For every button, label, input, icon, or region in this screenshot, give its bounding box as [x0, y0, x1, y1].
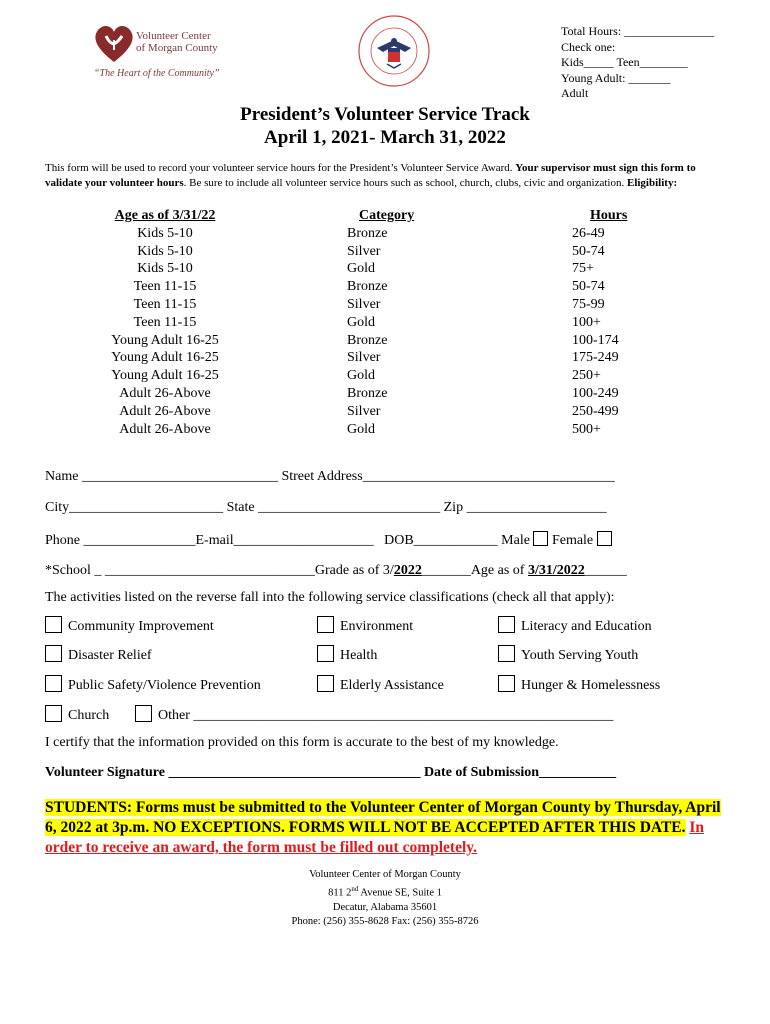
school-field[interactable]: _ ______________________________	[94, 563, 315, 578]
certify-statement: I certify that the information provided on this form is accurate to the best of my knowledge.	[45, 735, 559, 750]
adult-field[interactable]: Adult	[561, 86, 589, 100]
logo-tagline: “The Heart of the Community”	[94, 68, 220, 79]
checkbox[interactable]	[45, 616, 62, 633]
footer-phone: Phone: (256) 355-8628 Fax: (256) 355-8726	[291, 915, 479, 927]
eligibility-age-cell: Young Adult 16-25	[111, 350, 219, 366]
young-adult-field[interactable]: Young Adult: _______	[561, 70, 671, 85]
phone-email-row: Phone ________________E-mail____________________ DOB____________ Male Female	[45, 531, 612, 549]
name-address-row: Name ____________________________ Street Address____________________________________	[45, 469, 615, 484]
eligibility-hours-cell: 100-174	[572, 332, 619, 348]
eligibility-hours-cell: 75+	[572, 261, 594, 277]
eligibility-age-cell: Teen 11-15	[133, 296, 197, 312]
community-improvement-option[interactable]: Community Improvement	[45, 616, 214, 635]
eligibility-hours-column	[572, 207, 662, 438]
footer-address	[0, 868, 770, 929]
church-option[interactable]: Church	[45, 705, 109, 724]
eligibility-hours-cell: 100-249	[572, 385, 619, 401]
kids-teen-field[interactable]: Kids_____ Teen________	[561, 55, 688, 69]
eligibility-hours-cell: 500+	[572, 421, 601, 437]
eligibility-hours-cell: 100+	[572, 314, 601, 330]
page-subtitle: April 1, 2021- March 31, 2022	[264, 127, 506, 148]
eligibility-category-cell: Bronze	[347, 279, 388, 295]
eligibility-category-cell: Bronze	[347, 385, 388, 401]
age-field[interactable]: ______	[584, 563, 627, 578]
eligibility-category-column	[347, 207, 437, 438]
other-field[interactable]: ____________________________________________________________	[193, 708, 614, 723]
footer-org: Volunteer Center of Morgan County	[309, 869, 461, 880]
eligibility-category-cell: Silver	[347, 243, 381, 259]
students-deadline-notice: STUDENTS: Forms must be submitted to the Volunteer Center of Morgan County by Thursday, April 6, 2022 at 3p.m. NO EXCEPTIONS. FORMS WILL NOT BE ACCEPTED AFTER THIS DATE. In order to receive an award, the form must be filled out completely.	[45, 799, 721, 856]
female-checkbox[interactable]	[597, 531, 612, 546]
public-safety-option[interactable]: Public Safety/Violence Prevention	[45, 675, 261, 694]
eligibility-category-cell: Gold	[347, 261, 375, 277]
logo-line1: Volunteer Center	[136, 30, 211, 42]
disaster-relief-option[interactable]: Disaster Relief	[45, 645, 152, 664]
eligibility-age-cell: Adult 26-Above	[119, 385, 211, 401]
eligibility-age-cell: Young Adult 16-25	[111, 368, 219, 384]
age-header: Age as of 3/31/22	[114, 208, 216, 223]
street-address-field[interactable]: ____________________________________	[362, 469, 615, 484]
eligibility-category-cell: Gold	[347, 368, 375, 384]
literacy-education-option[interactable]: Literacy and Education	[498, 616, 652, 635]
zip-field[interactable]: ____________________	[466, 500, 607, 515]
eligibility-age-cell: Young Adult 16-25	[111, 332, 219, 348]
intro-paragraph: This form will be used to record your volunteer service hours for the President’s Volunteer Service Award. Your supervisor must sign this form to validate your volunteer hours. Be sure to include all volunteer service hours such as school, church, clubs, civic and organization. Eligibility:	[45, 162, 696, 189]
eligibility-age-cell: Kids 5-10	[137, 243, 193, 259]
category-header: Category	[359, 208, 415, 223]
youth-serving-youth-option[interactable]: Youth Serving Youth	[498, 645, 638, 664]
checkbox[interactable]	[498, 645, 515, 662]
eligibility-age-cell: Kids 5-10	[137, 225, 193, 241]
total-hours-field[interactable]: Total Hours: _______________	[561, 24, 715, 38]
checkbox[interactable]	[45, 675, 62, 692]
eligibility-hours-cell: 250-499	[572, 403, 619, 419]
checkbox[interactable]	[45, 705, 62, 722]
checkbox[interactable]	[317, 616, 334, 633]
heart-logo-icon	[92, 22, 136, 64]
footer-street: 811 2nd Avenue SE, Suite 1	[328, 885, 442, 899]
eligibility-category-cell: Bronze	[347, 332, 388, 348]
volunteer-center-logo	[88, 20, 238, 82]
eligibility-age-column	[70, 207, 260, 438]
checkbox[interactable]	[135, 705, 152, 722]
signature-field[interactable]: ____________________________________	[168, 765, 421, 780]
hours-box	[561, 24, 714, 102]
checkbox[interactable]	[498, 616, 515, 633]
award-seal-icon	[357, 14, 431, 88]
other-option[interactable]: Other ____________________________________________________________	[135, 705, 613, 724]
grade-field[interactable]: _______	[421, 563, 471, 578]
elderly-assistance-option[interactable]: Elderly Assistance	[317, 675, 444, 694]
eligibility-age-cell: Adult 26-Above	[119, 421, 211, 437]
eligibility-age-cell: Kids 5-10	[137, 261, 193, 277]
eligibility-age-cell: Teen 11-15	[133, 279, 197, 295]
classifications-intro: The activities listed on the reverse fall into the following service classifications (check all that apply):	[45, 590, 615, 605]
state-field[interactable]: __________________________	[258, 500, 441, 515]
eligibility-category-cell: Gold	[347, 314, 375, 330]
school-grade-age-row: *School _ ______________________________Grade as of 3/2022_______Age as of 3/31/2022______	[45, 563, 627, 578]
eligibility-hours-cell: 175-249	[572, 350, 619, 366]
eligibility-hours-cell: 75-99	[572, 296, 605, 312]
eligibility-age-cell: Teen 11-15	[133, 314, 197, 330]
dob-field[interactable]: ____________	[413, 533, 498, 548]
health-option[interactable]: Health	[317, 645, 377, 664]
presidential-award-seal	[357, 14, 431, 88]
eligibility-category-cell: Silver	[347, 403, 381, 419]
signature-row: Volunteer Signature ____________________________________ Date of Submission___________	[45, 765, 617, 780]
date-of-submission-field[interactable]: ___________	[539, 765, 617, 780]
hunger-homelessness-option[interactable]: Hunger & Homelessness	[498, 675, 660, 694]
city-state-zip-row: City______________________ State __________________________ Zip ____________________	[45, 500, 607, 515]
phone-field[interactable]: ________________	[83, 533, 196, 548]
eligibility-hours-cell: 50-74	[572, 243, 605, 259]
email-field[interactable]: ____________________	[233, 533, 374, 548]
name-field[interactable]: ____________________________	[81, 469, 278, 484]
checkbox[interactable]	[317, 645, 334, 662]
environment-option[interactable]: Environment	[317, 616, 413, 635]
eligibility-age-cell: Adult 26-Above	[119, 403, 211, 419]
city-field[interactable]: ______________________	[69, 500, 224, 515]
page-title: President’s Volunteer Service Track	[240, 104, 530, 125]
eligibility-category-cell: Silver	[347, 350, 381, 366]
eligibility-category-cell: Bronze	[347, 225, 388, 241]
checkbox[interactable]	[498, 675, 515, 692]
logo-line2: of Morgan County	[136, 42, 218, 54]
check-one-label: Check one:	[561, 39, 616, 54]
eligibility-category-cell: Silver	[347, 296, 381, 312]
hours-header: Hours	[590, 208, 628, 223]
checkbox[interactable]	[317, 675, 334, 692]
male-checkbox[interactable]	[533, 531, 548, 546]
checkbox[interactable]	[45, 645, 62, 662]
eligibility-hours-cell: 250+	[572, 368, 601, 384]
eligibility-hours-cell: 26-49	[572, 225, 605, 241]
eligibility-hours-cell: 50-74	[572, 279, 605, 295]
footer-city: Decatur, Alabama 35601	[332, 901, 438, 913]
eligibility-category-cell: Gold	[347, 421, 375, 437]
